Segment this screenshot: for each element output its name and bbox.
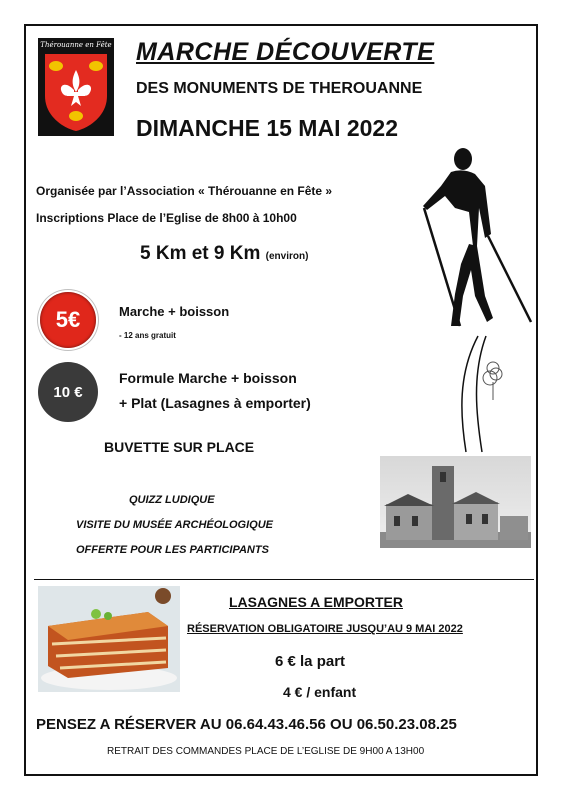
poster-title: MARCHE DÉCOUVERTE [136,38,435,66]
poster-subtitle: DES MONUMENTS DE THEROUANNE [136,80,423,97]
lasagnes-reservation: RÉSERVATION OBLIGATOIRE JUSQU’AU 9 MAI 2022 [187,623,463,635]
extra-quizz: QUIZZ LUDIQUE [129,494,215,506]
church-photo [380,456,531,548]
section-divider [34,579,534,580]
price-child: 4 € / enfant [283,684,357,700]
price-badge-10: 10 € [38,362,98,422]
price-badge-5: 5€ [40,292,96,348]
path-tree-icon [456,334,516,454]
pickup-line: RETRAIT DES COMMANDES PLACE DE L’EGLISE DE 9H00 A 13H00 [107,746,425,757]
phone-line: PENSEZ A RÉSERVER AU 06.64.43.46.56 OU 06.50.23.08.25 [36,716,457,733]
lasagna-photo [38,586,180,692]
price-part: 6 € la part [275,653,346,670]
registration-line: Inscriptions Place de l’Eglise de 8h00 à 10h00 [36,211,297,225]
distances-note: (environ) [265,251,309,262]
town-logo [38,38,114,136]
lasagnes-title: LASAGNES A EMPORTER [229,594,403,610]
event-date: DIMANCHE 15 MAI 2022 [136,115,399,141]
price-10-label-2: + Plat (Lasagnes à emporter) [119,395,311,411]
price-5-label: Marche + boisson [119,304,230,319]
price-5-note: - 12 ans gratuit [119,331,176,340]
buvette-line: BUVETTE SUR PLACE [104,439,255,455]
extra-museum: VISITE DU MUSÉE ARCHÉOLOGIQUE [76,519,274,531]
extra-offered: OFFERTE POUR LES PARTICIPANTS [76,544,269,556]
logo-text: Thérouanne en Fête [40,41,112,49]
shield-icon [43,52,109,132]
walker-icon [415,146,535,336]
distances-value: 5 Km et 9 Km [140,243,261,264]
distances [140,243,308,265]
price-10-label-1: Formule Marche + boisson [119,370,297,386]
organizer-line: Organisée par l’Association « Thérouanne en Fête » [36,184,333,198]
